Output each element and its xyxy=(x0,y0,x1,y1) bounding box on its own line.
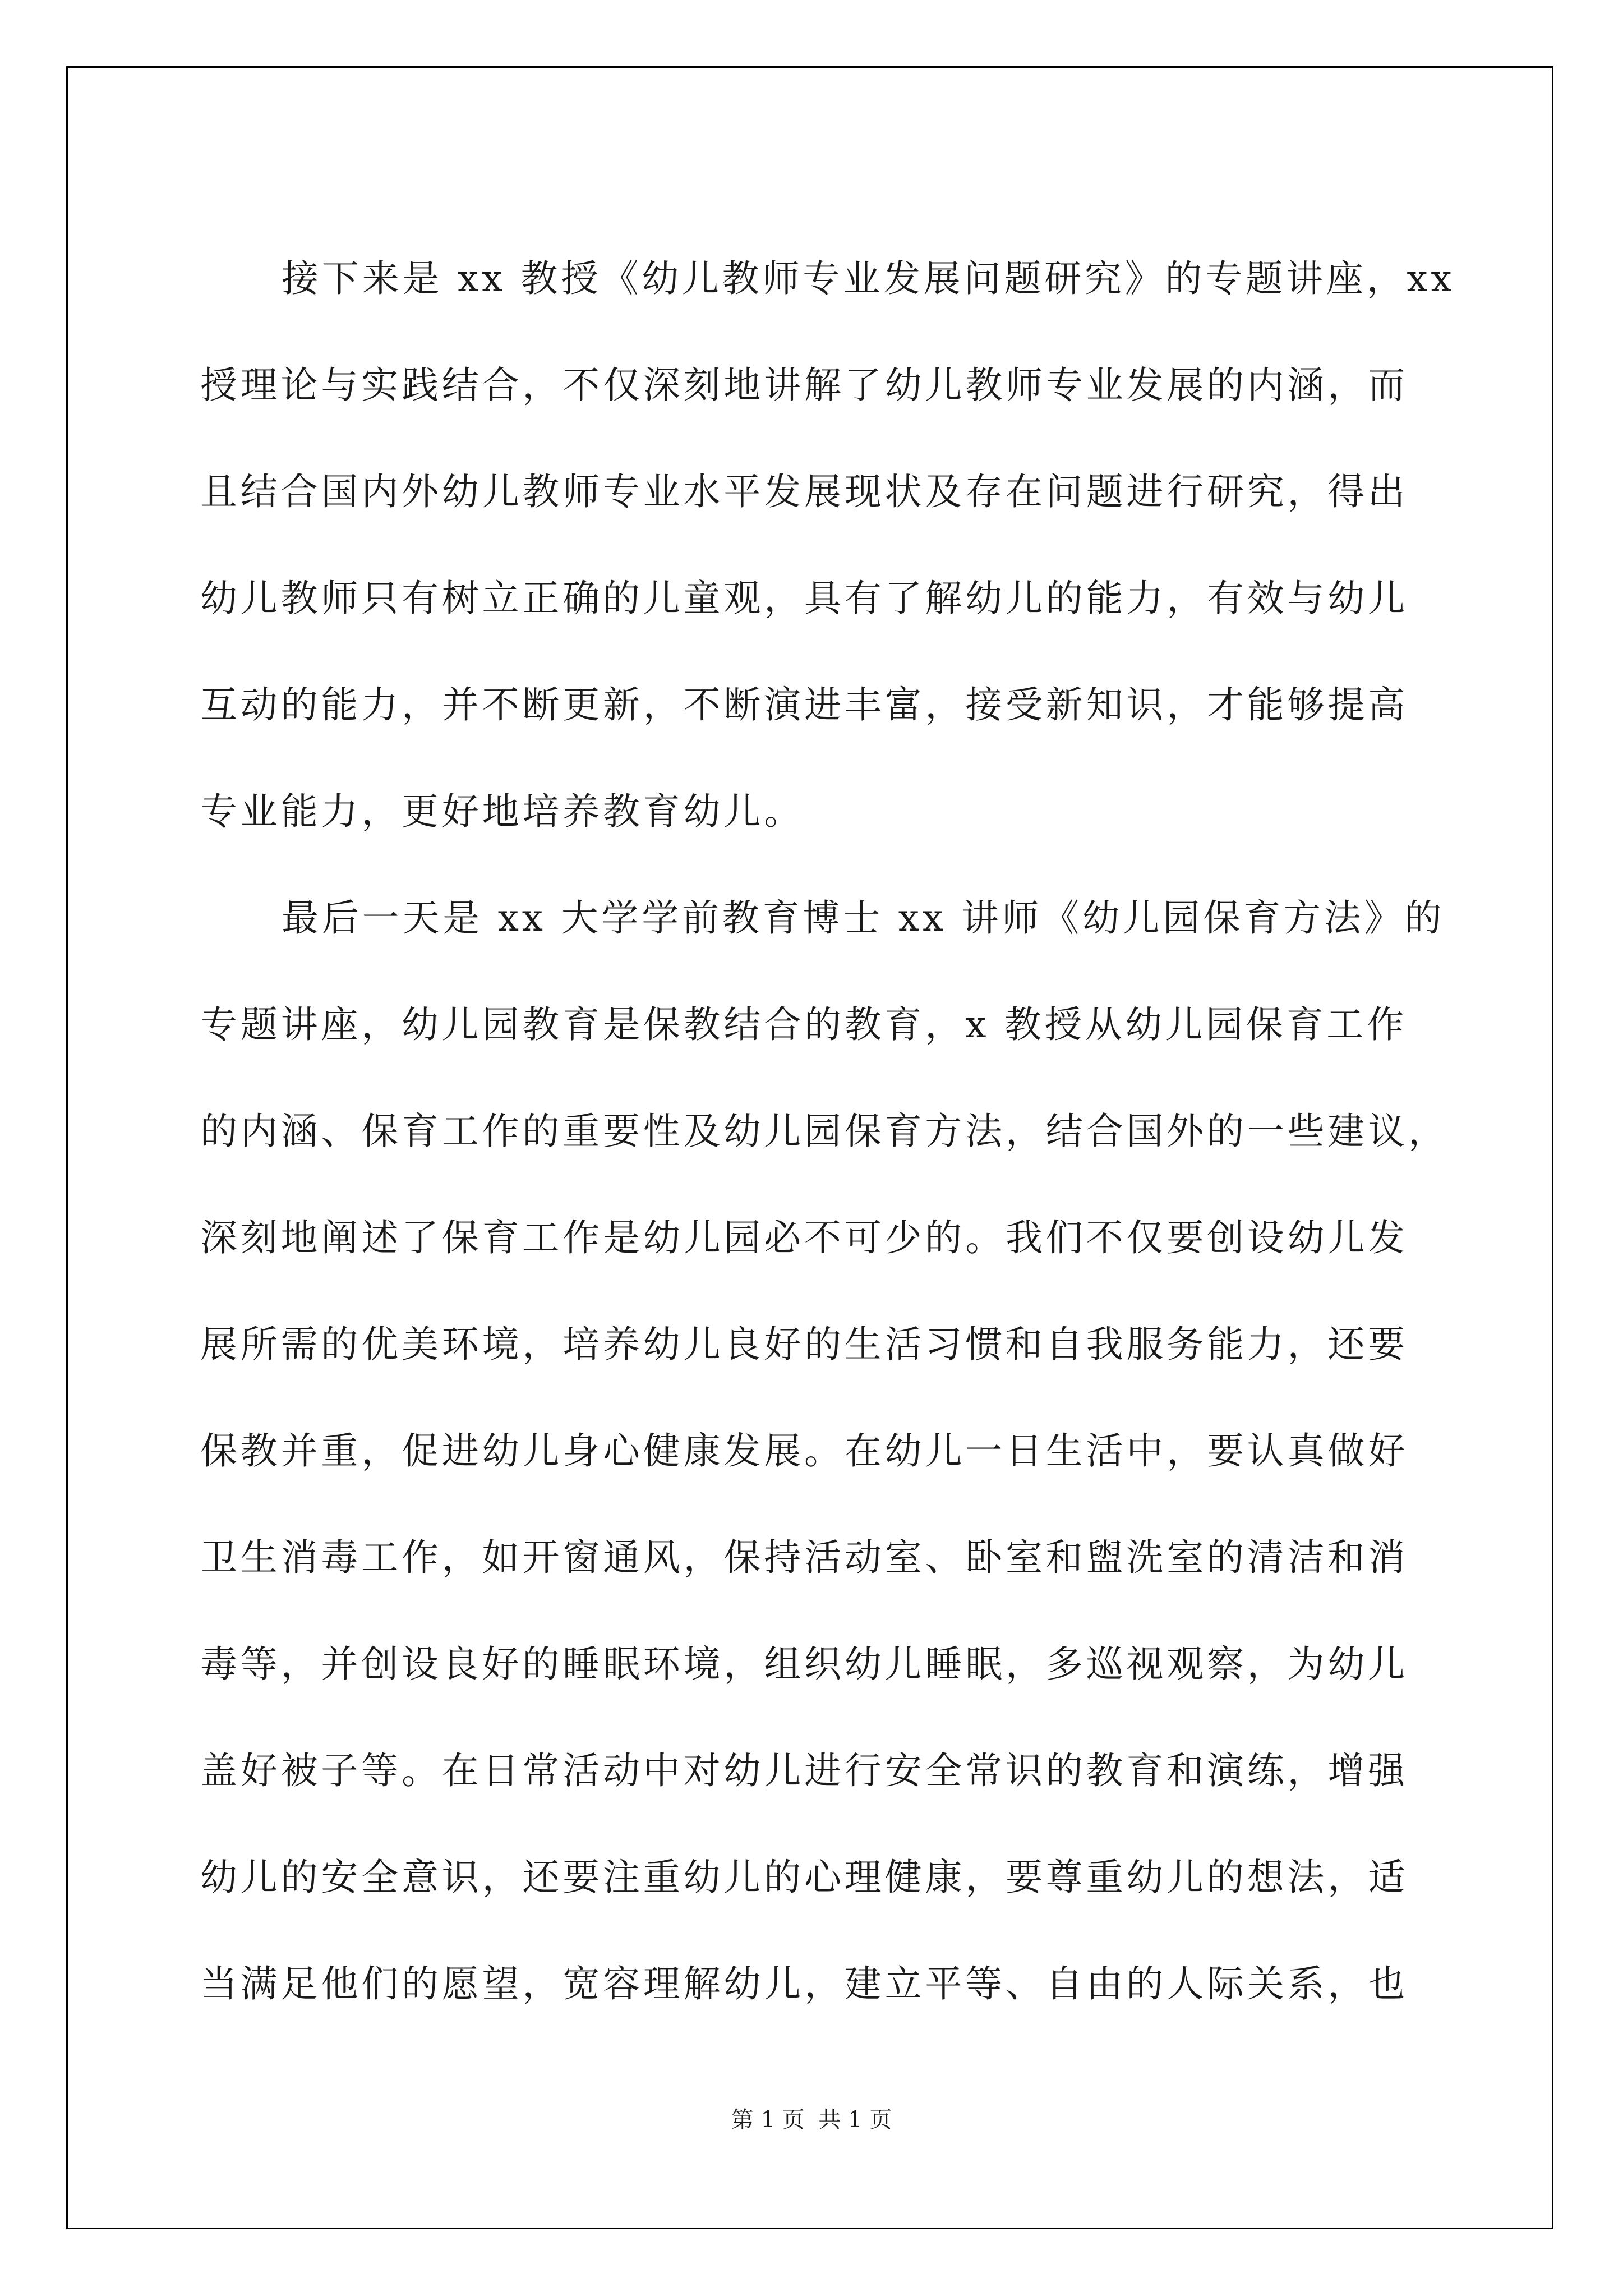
text-line: 幼儿的安全意识，还要注重幼儿的心理健康，要尊重幼儿的想法，适 xyxy=(200,1856,1408,1899)
text-line: 专业能力，更好地培养教育幼儿。 xyxy=(200,790,804,833)
text-line: 盖好被子等。在日常活动中对幼儿进行安全常识的教育和演练，增强 xyxy=(200,1749,1408,1792)
text-line: 保教并重，促进幼儿身心健康发展。在幼儿一日生活中，要认真做好 xyxy=(200,1429,1408,1473)
text-line: 授理论与实践结合，不仅深刻地讲解了幼儿教师专业发展的内涵，而 xyxy=(200,364,1408,407)
page-number: 第 1 页 xyxy=(731,2107,805,2133)
text-line: 接下来是 xx 教授《幼儿教师专业发展问题研究》的专题讲座，xx xyxy=(282,257,1455,300)
text-line: 展所需的优美环境，培养幼儿良好的生活习惯和自我服务能力，还要 xyxy=(200,1323,1408,1366)
text-line: 最后一天是 xx 大学学前教育博士 xx 讲师《幼儿园保育方法》的 xyxy=(282,896,1445,940)
paragraph-2 xyxy=(200,865,1449,2037)
paragraph-1 xyxy=(200,226,1455,865)
text-line: 毒等，并创设良好的睡眠环境，组织幼儿睡眠，多巡视观察，为幼儿 xyxy=(200,1642,1408,1686)
text-line: 幼儿教师只有树立正确的儿童观，具有了解幼儿的能力，有效与幼儿 xyxy=(200,577,1408,620)
text-line: 互动的能力，并不断更新，不断演进丰富，接受新知识，才能够提高 xyxy=(200,683,1408,726)
text-line: 且结合国内外幼儿教师专业水平发展现状及存在问题进行研究，得出 xyxy=(200,470,1408,513)
text-line: 深刻地阐述了保育工作是幼儿园必不可少的。我们不仅要创设幼儿发 xyxy=(200,1216,1408,1259)
page-total: 共 1 页 xyxy=(818,2107,892,2133)
text-line: 的内涵、保育工作的重要性及幼儿园保育方法，结合国外的一些建议， xyxy=(200,1110,1449,1153)
text-line: 专题讲座，幼儿园教育是保教结合的教育，x 教授从幼儿园保育工作 xyxy=(200,1003,1408,1046)
document-body xyxy=(200,226,1455,2037)
page-footer xyxy=(0,2102,1623,2134)
text-line: 卫生消毒工作，如开窗通风，保持活动室、卧室和盥洗室的清洁和消 xyxy=(200,1536,1408,1579)
text-line: 当满足他们的愿望，宽容理解幼儿，建立平等、自由的人际关系，也 xyxy=(200,1962,1408,2005)
